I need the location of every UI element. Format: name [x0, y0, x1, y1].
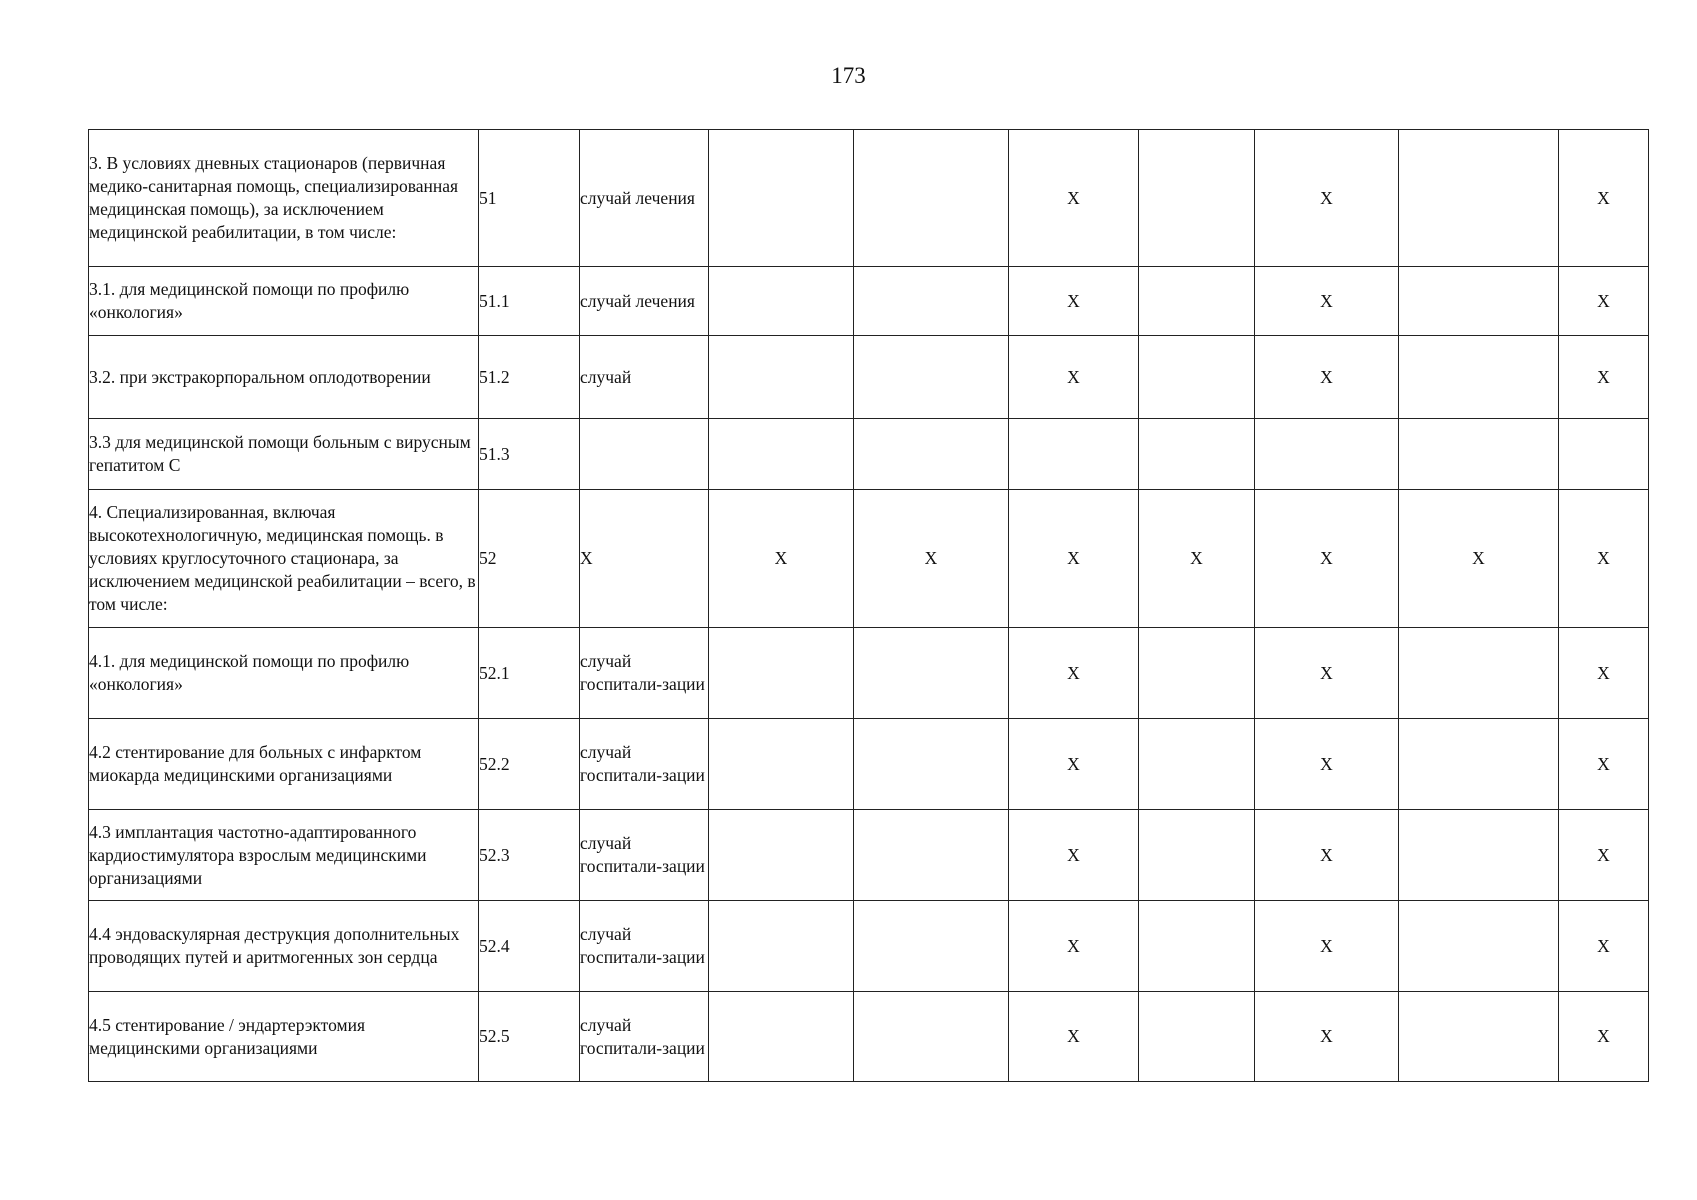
row-code: 51.1	[479, 267, 580, 336]
value-cell: X	[1255, 336, 1399, 419]
value-cell	[854, 419, 1009, 490]
value-cell: X	[1559, 490, 1649, 628]
row-name: 3.2. при экстракорпоральном оплодотворении	[89, 336, 479, 419]
row-code: 52.2	[479, 719, 580, 810]
row-code: 51.3	[479, 419, 580, 490]
value-cell	[1139, 992, 1255, 1082]
value-cell: X	[1255, 130, 1399, 267]
value-cell	[709, 419, 854, 490]
row-unit	[580, 419, 709, 490]
row-name: 4.4 эндоваскулярная деструкция дополнительных проводящих путей и аритмогенных зон сердца	[89, 901, 479, 992]
value-cell	[1399, 992, 1559, 1082]
value-cell: X	[1559, 719, 1649, 810]
value-cell	[1139, 628, 1255, 719]
value-cell	[854, 901, 1009, 992]
value-cell: X	[1009, 336, 1139, 419]
value-cell: X	[1255, 901, 1399, 992]
value-cell: X	[1255, 992, 1399, 1082]
value-cell: X	[1559, 810, 1649, 901]
table-row	[89, 901, 1649, 992]
value-cell	[1139, 336, 1255, 419]
row-name: 4.5 стентирование / эндартерэктомия медицинскими организациями	[89, 992, 479, 1082]
value-cell	[1139, 419, 1255, 490]
table-row	[89, 810, 1649, 901]
value-cell	[1139, 719, 1255, 810]
value-cell: X	[1009, 130, 1139, 267]
value-cell	[854, 130, 1009, 267]
value-cell	[1399, 628, 1559, 719]
table-row	[89, 336, 1649, 419]
row-unit: случай лечения	[580, 130, 709, 267]
page-number: 173	[831, 63, 866, 88]
row-unit: случай госпитали-зации	[580, 992, 709, 1082]
row-code: 52	[479, 490, 580, 628]
value-cell	[709, 992, 854, 1082]
row-unit: случай лечения	[580, 267, 709, 336]
row-name: 4.2 стентирование для больных с инфарктом миокарда медицинскими организациями	[89, 719, 479, 810]
value-cell	[854, 628, 1009, 719]
value-cell	[854, 336, 1009, 419]
value-cell: X	[1559, 901, 1649, 992]
value-cell	[709, 719, 854, 810]
row-unit: случай	[580, 336, 709, 419]
table-row	[89, 719, 1649, 810]
row-name: 4.3 имплантация частотно-адаптированного кардиостимулятора взрослым медицинскими организациями	[89, 810, 479, 901]
value-cell: X	[709, 490, 854, 628]
row-unit: X	[580, 490, 709, 628]
value-cell	[1139, 810, 1255, 901]
value-cell: X	[1009, 490, 1139, 628]
value-cell: X	[1009, 628, 1139, 719]
value-cell: X	[1559, 336, 1649, 419]
value-cell	[1255, 419, 1399, 490]
table-row	[89, 267, 1649, 336]
row-unit: случай госпитали-зации	[580, 719, 709, 810]
value-cell: X	[1559, 130, 1649, 267]
row-code: 52.3	[479, 810, 580, 901]
table-row	[89, 419, 1649, 490]
row-code: 51	[479, 130, 580, 267]
value-cell	[1399, 130, 1559, 267]
row-name: 4. Специализированная, включая высокотехнологичную, медицинская помощь. в условиях круглосуточного стационара, за исключением медицинской реабилитации – всего, в том числе:	[89, 490, 479, 628]
value-cell: X	[1009, 992, 1139, 1082]
value-cell	[1139, 901, 1255, 992]
value-cell	[709, 130, 854, 267]
table-row	[89, 490, 1649, 628]
value-cell	[1139, 267, 1255, 336]
value-cell: X	[1255, 490, 1399, 628]
value-cell	[1399, 719, 1559, 810]
value-cell	[709, 810, 854, 901]
value-cell: X	[1255, 267, 1399, 336]
value-cell	[1009, 419, 1139, 490]
table-row	[89, 992, 1649, 1082]
value-cell: X	[1399, 490, 1559, 628]
row-unit: случай госпитали-зации	[580, 628, 709, 719]
value-cell	[854, 719, 1009, 810]
value-cell: X	[1009, 810, 1139, 901]
value-cell: X	[1255, 719, 1399, 810]
value-cell: X	[1009, 267, 1139, 336]
data-table	[88, 129, 1649, 1082]
value-cell	[709, 901, 854, 992]
table-row	[89, 130, 1649, 267]
value-cell	[1399, 901, 1559, 992]
value-cell: X	[1009, 901, 1139, 992]
value-cell	[1399, 810, 1559, 901]
value-cell: X	[1559, 267, 1649, 336]
table-row	[89, 628, 1649, 719]
row-code: 51.2	[479, 336, 580, 419]
value-cell	[1399, 419, 1559, 490]
value-cell	[709, 267, 854, 336]
value-cell: X	[1139, 490, 1255, 628]
value-cell	[854, 992, 1009, 1082]
row-unit: случай госпитали-зации	[580, 810, 709, 901]
value-cell	[1139, 130, 1255, 267]
row-name: 3.1. для медицинской помощи по профилю «онкология»	[89, 267, 479, 336]
value-cell	[1399, 336, 1559, 419]
value-cell: X	[1559, 992, 1649, 1082]
value-cell	[1399, 267, 1559, 336]
value-cell: X	[1255, 628, 1399, 719]
row-code: 52.5	[479, 992, 580, 1082]
row-unit: случай госпитали-зации	[580, 901, 709, 992]
row-code: 52.1	[479, 628, 580, 719]
row-code: 52.4	[479, 901, 580, 992]
value-cell: X	[1255, 810, 1399, 901]
row-name: 3.3 для медицинской помощи больным с вирусным гепатитом С	[89, 419, 479, 490]
row-name: 3. В условиях дневных стационаров (первичная медико-санитарная помощь, специализированная медицинская помощь), за исключением медицинской реабилитации, в том числе:	[89, 130, 479, 267]
value-cell	[854, 267, 1009, 336]
value-cell	[1559, 419, 1649, 490]
value-cell	[709, 336, 854, 419]
row-name: 4.1. для медицинской помощи по профилю «онкология»	[89, 628, 479, 719]
value-cell	[709, 628, 854, 719]
value-cell: X	[1009, 719, 1139, 810]
value-cell	[854, 810, 1009, 901]
value-cell: X	[854, 490, 1009, 628]
value-cell: X	[1559, 628, 1649, 719]
